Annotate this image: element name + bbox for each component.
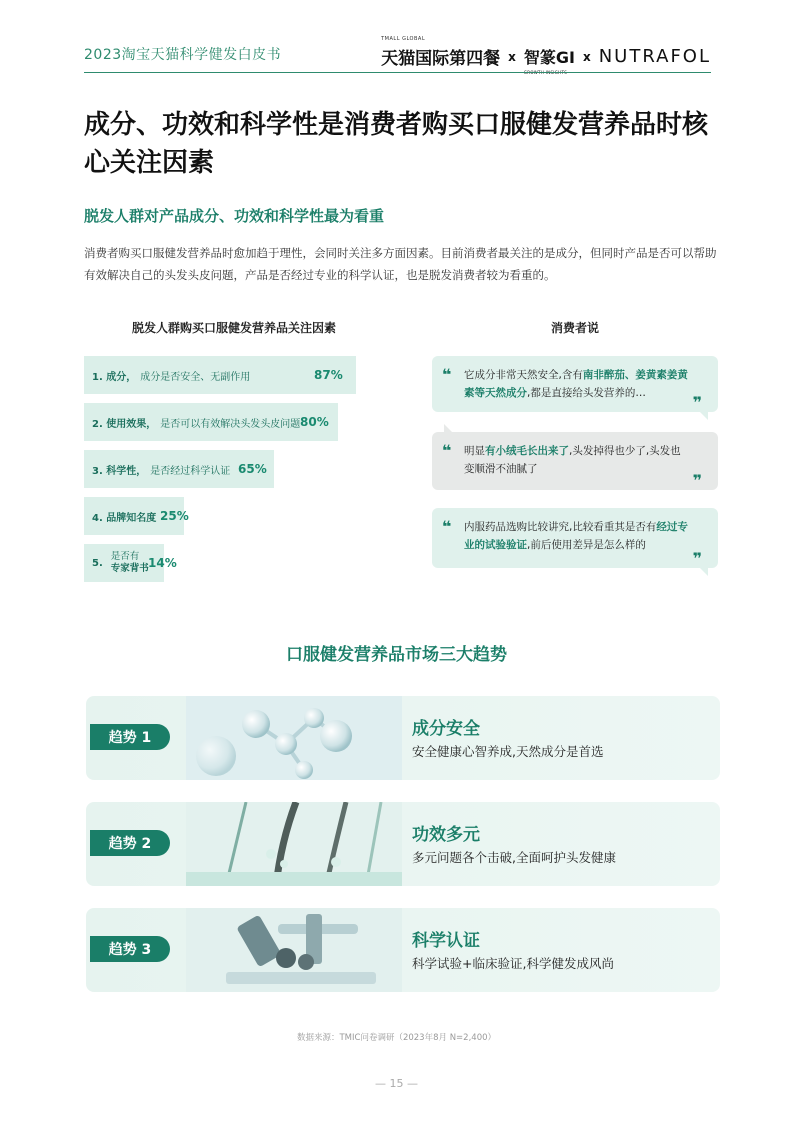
quote-open-icon: ❝: [442, 365, 452, 384]
factor-percent: 80%: [300, 415, 329, 429]
factor-desc: 是否有: [110, 551, 140, 562]
factor-desc: 成分是否安全、无副作用: [140, 371, 251, 383]
header-divider: [84, 72, 711, 73]
hair-follicle-icon: [186, 802, 402, 886]
speech-tail-icon: [698, 410, 708, 420]
trend-title: 功效多元: [412, 825, 480, 845]
trend-card: [86, 802, 720, 886]
trend-badge: 趋势 2: [90, 830, 170, 856]
quote-open-icon: ❝: [442, 517, 452, 536]
factor-bar-brand: [84, 497, 189, 535]
page-title: 成分、功效和科学性是消费者购买口服健发营养品时核心关注因素: [84, 110, 709, 178]
factor-percent: 65%: [238, 462, 267, 476]
trend-card: [86, 908, 720, 992]
quote-open-icon: ❝: [442, 441, 452, 460]
zhice-logo: 智篆GI: [523, 48, 575, 67]
factor-name: 3. 科学性，: [92, 465, 147, 477]
trend-desc: 多元问题各个击破,全面呵护头发健康: [412, 850, 616, 865]
speech-tail-icon: [444, 424, 454, 434]
factors-heading: 脱发人群购买口服健发营养品关注因素: [131, 321, 336, 335]
trend-title: 科学认证: [412, 931, 480, 951]
factor-desc: 是否经过科学认证: [150, 465, 231, 477]
molecule-icon: [186, 696, 402, 780]
factor-bar-expert: [84, 544, 177, 582]
consumer-quote: ❝ 明显有小绒毛长出来了,头发掉得也少了,头发也变顺滑不油腻了 ❞: [432, 432, 718, 490]
factor-name: 4. 品牌知名度: [92, 512, 157, 524]
factor-percent: 25%: [160, 509, 189, 523]
microscope-icon: [186, 908, 402, 992]
factor-name: 1. 成分，: [92, 371, 137, 383]
page-number: — 15 —: [375, 1077, 418, 1090]
trend-badge: 趋势 3: [90, 936, 170, 962]
trend-desc: 安全健康心智养成,天然成分是首选: [412, 744, 604, 759]
factor-percent: 87%: [314, 368, 343, 382]
consumer-heading: 消费者说: [550, 321, 599, 335]
partner-logos: [381, 36, 711, 69]
factor-bar-effect: [84, 403, 338, 441]
consumer-quote: ❝ 它成分非常天然安全,含有南非醉茄、姜黄素姜黄素等天然成分,都是直接给头发营养的… ❞: [432, 356, 718, 412]
factor-bar-science: [84, 450, 274, 488]
trend-badge: 趋势 1: [90, 724, 170, 750]
trend-card: [86, 696, 720, 780]
factor-desc-bold: 专家背书: [110, 563, 149, 574]
quote-close-icon: ❞: [692, 471, 702, 490]
logo-separator: x: [582, 49, 591, 64]
intro-paragraph: 消费者购买口服健发营养品时愈加趋于理性，会同时关注多方面因素。目前消费者最关注的是成分，但同时产品是否可以帮助有效解决自己的头发头皮问题，产品是否经过专业的科学认证，也是脱发消费者较为看重的。: [84, 246, 717, 282]
trends-heading: 口服健发营养品市场三大趋势: [286, 645, 507, 665]
page-header: [0, 0, 793, 90]
factor-percent: 14%: [148, 556, 177, 570]
quote-close-icon: ❞: [692, 549, 702, 568]
tmall-global-logo: TMALL GLOBAL 天猫国际第四餐: [381, 36, 501, 69]
nutrafol-logo: NUTRAFOL: [598, 46, 711, 67]
section-subtitle: 脱发人群对产品成分、功效和科学性最为看重: [84, 207, 385, 225]
report-title: 2023淘宝天猫科学健发白皮书: [84, 47, 282, 63]
factor-name: 5.: [92, 557, 103, 569]
trend-desc: 科学试验+临床验证,科学健发成风尚: [412, 956, 614, 971]
factor-desc: 是否可以有效解决头发头皮问题: [160, 418, 301, 430]
quote-close-icon: ❞: [692, 393, 702, 412]
trend-title: 成分安全: [412, 719, 480, 739]
speech-tail-icon: [698, 566, 708, 576]
logo-separator: x: [508, 49, 516, 64]
consumer-quote: ❝ 内服药品选购比较讲究,比较看重其是否有经过专业的试验验证,前后使用差异是怎么样的 ❞: [432, 508, 718, 568]
data-source-note: 数据来源：TMIC问卷调研（2023年8月 N=2,400）: [296, 1033, 497, 1043]
factor-name: 2. 使用效果，: [92, 418, 157, 430]
factor-bar-ingredients: [84, 356, 356, 394]
